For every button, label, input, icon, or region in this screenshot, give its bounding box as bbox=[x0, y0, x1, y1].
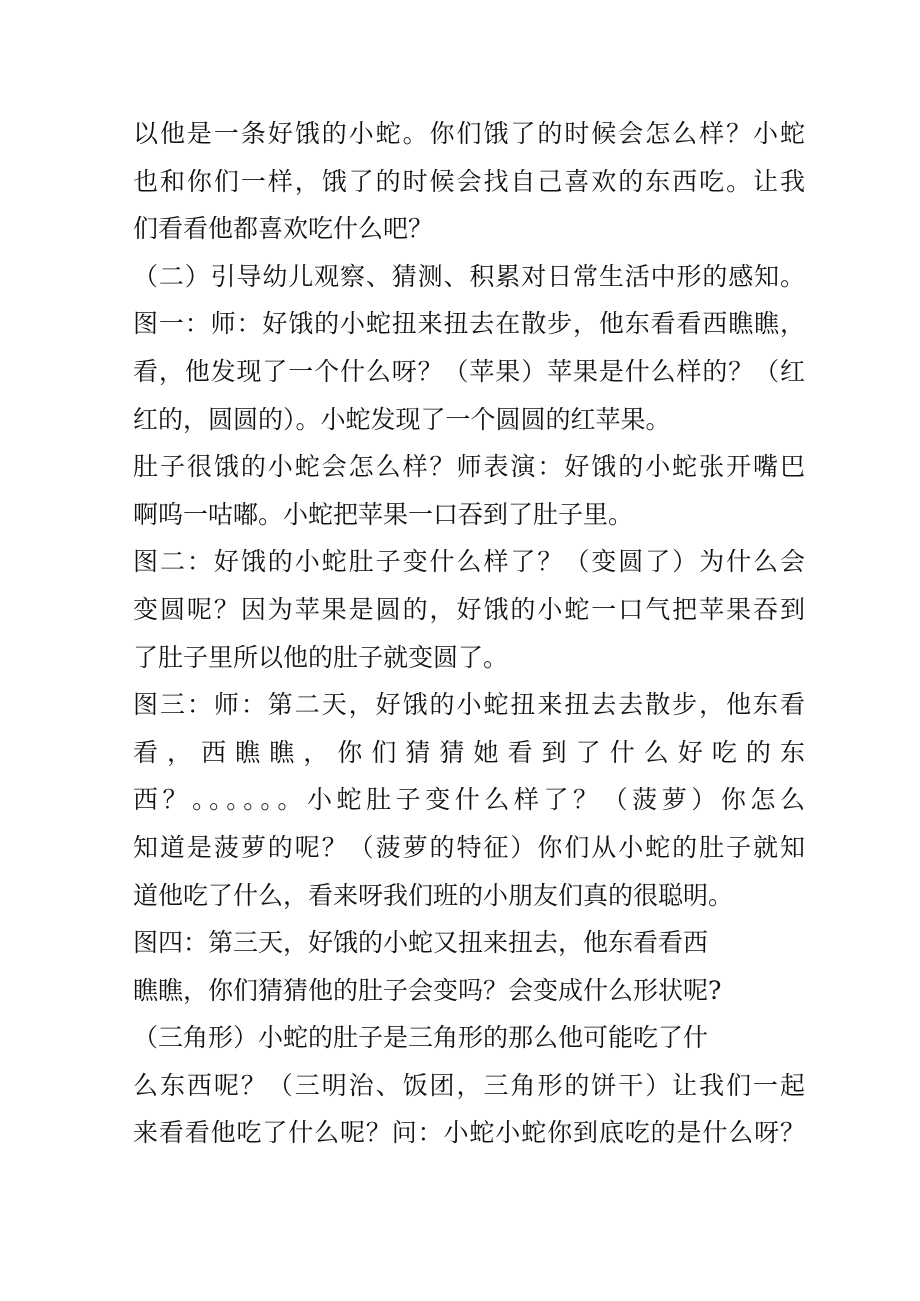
text-line-18: 图四：第三天，好饿的小蛇又扭来扭去，他东看看西 bbox=[133, 928, 709, 958]
text-line-8: 肚子很饿的小蛇会怎么样？师表演：好饿的小蛇张开嘴巴 bbox=[133, 452, 805, 482]
text-line-5: 图一：师：好饿的小蛇扭来扭去在散步，他东看看西瞧瞧， bbox=[133, 309, 805, 339]
text-line-4: （二）引导幼儿观察、猜测、积累对日常生活中形的感知。 bbox=[133, 261, 805, 291]
text-line-10: 图二：好饿的小蛇肚子变什么样了？（变圆了）为什么会 bbox=[133, 547, 805, 577]
text-line-16: 知道是菠萝的呢？（菠萝的特征）你们从小蛇的肚子就知 bbox=[133, 832, 805, 862]
text-line-2: 也和你们一样，饿了的时候会找自己喜欢的东西吃。让我 bbox=[133, 166, 805, 196]
text-line-19: 瞧瞧，你们猜猜他的肚子会变吗？会变成什么形状呢? bbox=[133, 975, 722, 1005]
text-line-13: 图三：师：第二天，好饿的小蛇扭来扭去去散步，他东看 bbox=[133, 690, 805, 720]
text-line-12: 了肚子里所以他的肚子就变圆了。 bbox=[133, 642, 509, 672]
text-line-1: 以他是一条好饿的小蛇。你们饿了的时候会怎么样？小蛇 bbox=[133, 119, 805, 148]
text-line-22: 来看看他吃了什么呢？问：小蛇小蛇你到底吃的是什么呀？ bbox=[133, 1118, 805, 1148]
text-line-15: 西？。。。。。。小蛇肚子变什么样了？（菠萝）你怎么 bbox=[133, 785, 805, 815]
text-line-6: 看，他发现了一个什么呀？（苹果）苹果是什么样的？（红 bbox=[133, 356, 805, 386]
body-text bbox=[133, 110, 805, 1157]
text-line-11: 变圆呢？因为苹果是圆的，好饿的小蛇一口气把苹果吞到 bbox=[133, 594, 805, 624]
text-line-3: 们看看他都喜欢吃什么吧？ bbox=[133, 214, 434, 244]
text-line-20: （三角形）小蛇的肚子是三角形的那么他可能吃了什 bbox=[133, 1023, 709, 1053]
text-line-7: 红的，圆圆的）。小蛇发现了一个圆圆的红苹果。 bbox=[133, 404, 671, 434]
text-line-21: 么东西呢？（三明治、饭团，三角形的饼干）让我们一起 bbox=[133, 1070, 805, 1100]
text-line-14: 看，西瞧瞧，你们猜猜她看到了什么好吃的东 bbox=[133, 737, 805, 767]
text-line-17: 道他吃了什么，看来呀我们班的小朋友们真的很聪明。 bbox=[133, 880, 734, 910]
text-line-9: 啊呜一咕嘟。小蛇把苹果一口吞到了肚子里。 bbox=[133, 499, 634, 529]
